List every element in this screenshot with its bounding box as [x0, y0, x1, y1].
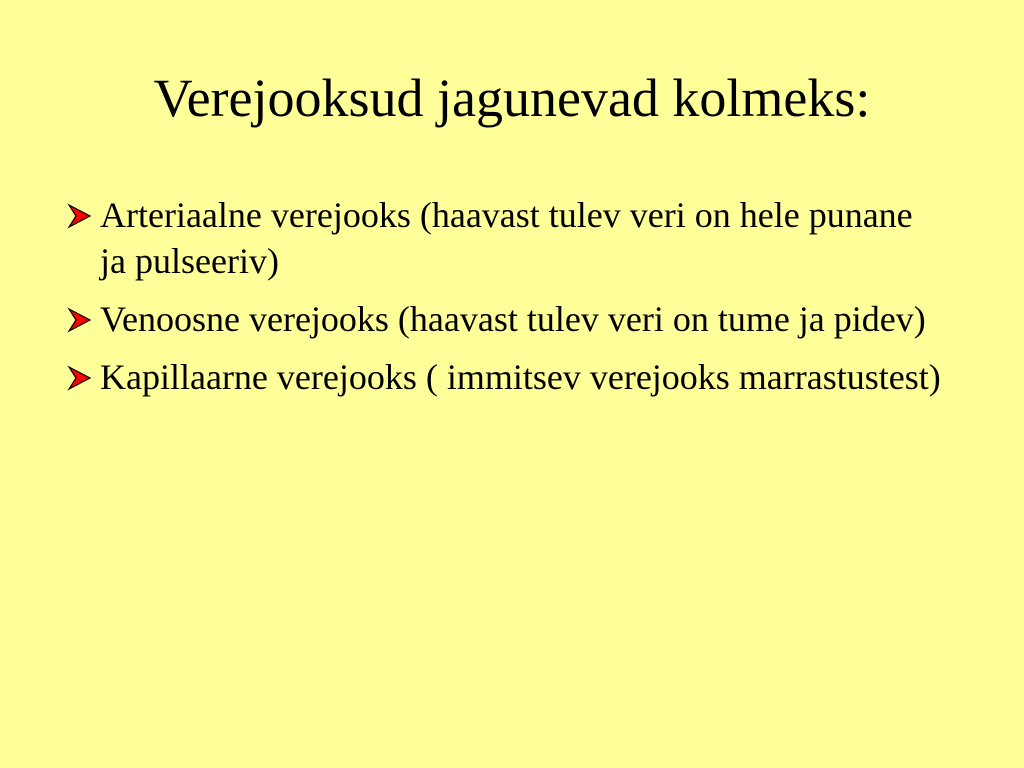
- arrowhead-bullet-icon: [66, 365, 92, 391]
- bullet-text: Venoosne verejooks (haavast tulev veri on tume ja pidev): [100, 299, 926, 339]
- list-item: [66, 354, 946, 400]
- bullet-text: Arteriaalne verejooks (haavast tulev veri on hele punane ja pulseeriv): [100, 195, 913, 281]
- list-item: [66, 192, 946, 284]
- arrowhead-bullet-icon: [66, 203, 92, 229]
- arrowhead-bullet-icon: [66, 307, 92, 333]
- bullet-text: Kapillaarne verejooks ( immitsev verejooks marrastustest): [100, 357, 941, 397]
- bullet-list: [66, 192, 946, 412]
- slide-title: Verejooksud jagunevad kolmeks:: [153, 68, 871, 128]
- list-item: [66, 296, 946, 342]
